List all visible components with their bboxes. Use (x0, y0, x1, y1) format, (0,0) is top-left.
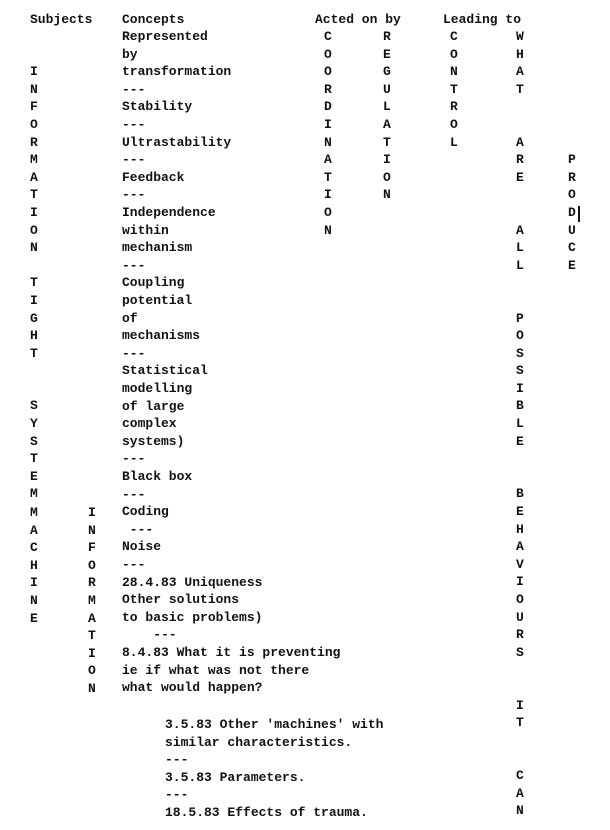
concept-line: Statistical (122, 363, 208, 379)
concept-line: complex (122, 416, 177, 432)
concept-line: --- (122, 486, 146, 502)
concept-line: 8.4.83 What it is preventing (122, 645, 341, 660)
text-cursor (578, 206, 580, 222)
concept-line: mechanisms (122, 328, 201, 344)
subject-information: I N F O R M A T I O N (88, 505, 96, 696)
concept-line: --- (122, 152, 146, 168)
leading-to-control: C O N T R O L (450, 29, 458, 150)
concept-line: --- (122, 257, 146, 273)
note-line: 3.5.83 Other 'machines' with (165, 717, 384, 732)
concept-line: Coding (122, 504, 169, 520)
concept-line: Ultrastability (122, 134, 232, 150)
concept-line: --- (122, 187, 146, 203)
subject-machine: M A C H I N E (30, 505, 38, 626)
concept-line: --- (122, 345, 146, 361)
concept-line: --- (122, 627, 177, 643)
concept-line: of large (122, 398, 185, 414)
concept-line: --- (122, 451, 146, 467)
concept-line: --- (122, 557, 146, 572)
note-line: similar characteristics. (165, 734, 353, 750)
concept-line: by (122, 46, 138, 62)
leading-to-produce: P R O D U C E (568, 152, 576, 273)
concept-line: modelling (122, 381, 193, 396)
note-line: --- (165, 787, 189, 803)
concept-line: of (122, 310, 138, 326)
concept-line: potential (122, 293, 193, 308)
acted-on-coordination: C O O R D I N A T I O N (324, 29, 332, 238)
concept-line: transformation (122, 64, 232, 80)
acted-on-regulation: R E G U L A T I O N (383, 29, 391, 203)
concept-line: to basic problems) (122, 609, 263, 625)
concept-line: ie if what was not there (122, 662, 310, 678)
concept-line: Black box (122, 469, 193, 484)
concept-line: Other solutions (122, 592, 240, 608)
concept-line: Coupling (122, 275, 185, 291)
concept-line: Feedback (122, 169, 185, 185)
concept-line: Independence (122, 205, 216, 220)
header-leading-to: Leading to (443, 12, 522, 27)
header-concepts: Concepts (122, 12, 185, 27)
concept-line: mechanism (122, 240, 193, 256)
concept-line: Noise (122, 539, 162, 555)
concept-line: 28.4.83 Uniqueness (122, 574, 263, 590)
concept-line: --- (122, 521, 154, 537)
concept-line: what would happen? (122, 680, 263, 696)
header-subjects: Subjects (30, 12, 93, 27)
concept-line: Stability (122, 99, 193, 115)
concept-line: within (122, 222, 169, 238)
concept-line: --- (122, 117, 146, 132)
concept-line: --- (122, 81, 146, 97)
note-line: 3.5.83 Parameters. (165, 769, 306, 785)
leading-to-what-are-all-possible: W H A T A R E A L L P O S S I B L E B E H A V I O U R S I T C A N (516, 29, 524, 819)
subject-information-tight-system: I N F O R M A T I O N T I G H T S Y S T E M (30, 64, 38, 502)
note-line: --- (165, 752, 189, 768)
header-acted-on-by: Acted on by (315, 12, 401, 27)
note-line: 18.5.83 Effects of trauma. (165, 805, 368, 820)
concept-line: systems) (122, 433, 185, 449)
concept-line: Represented (122, 29, 208, 44)
